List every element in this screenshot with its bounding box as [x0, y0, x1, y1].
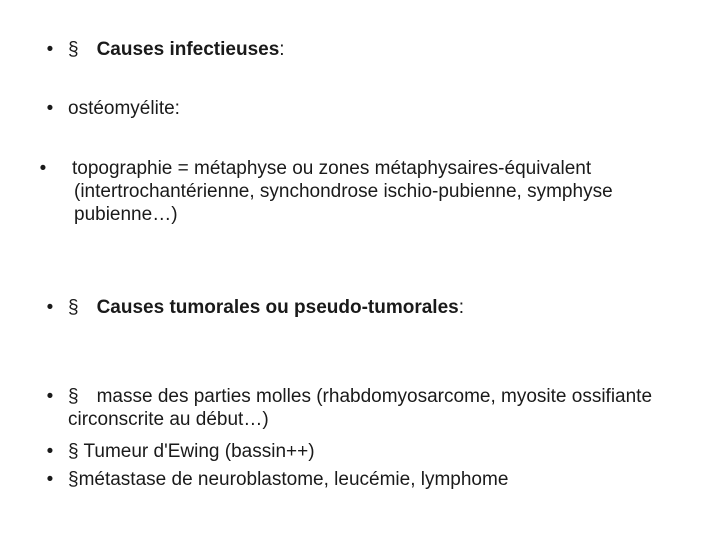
heading-suffix: : — [458, 297, 465, 318]
list-item-causes-tumorales — [46, 296, 688, 319]
item-text: §métastase de neuroblastome, leucémie, lymphome — [68, 469, 509, 490]
heading-suffix: : — [279, 39, 285, 60]
bullet: • — [46, 469, 54, 490]
item-text: masse des parties molles (rhabdomyosarcome, myosite ossifiante circonscrite au début…) — [68, 386, 653, 430]
bullet: • — [46, 386, 54, 407]
list-item-tumeur-ewing — [46, 440, 688, 463]
bullet: • — [46, 39, 54, 60]
heading-text: Causes infectieuses — [96, 39, 280, 60]
bullet: • — [46, 441, 54, 462]
bullet: • — [39, 158, 47, 179]
section-sign: § — [68, 386, 79, 407]
bullet: • — [46, 98, 54, 119]
list-item-causes-infectieuses — [46, 38, 688, 61]
list-item-osteomyelite — [46, 97, 688, 120]
list-item-masse-parties-molles — [46, 385, 678, 431]
section-sign: § — [68, 297, 79, 318]
heading-text: Causes tumorales ou pseudo-tumorales — [96, 297, 459, 318]
item-text: § Tumeur d'Ewing (bassin++) — [68, 441, 315, 462]
item-text: ostéomyélite: — [68, 98, 180, 119]
list-item-topographie — [39, 157, 649, 226]
section-sign: § — [68, 39, 79, 60]
list-item-metastase — [46, 468, 688, 491]
bullet: • — [46, 297, 54, 318]
item-text: topographie = métaphyse ou zones métaphysaires-équivalent (intertrochantérienne, synchondrose ischio-pubienne, symphyse pubienne…) — [72, 158, 613, 225]
